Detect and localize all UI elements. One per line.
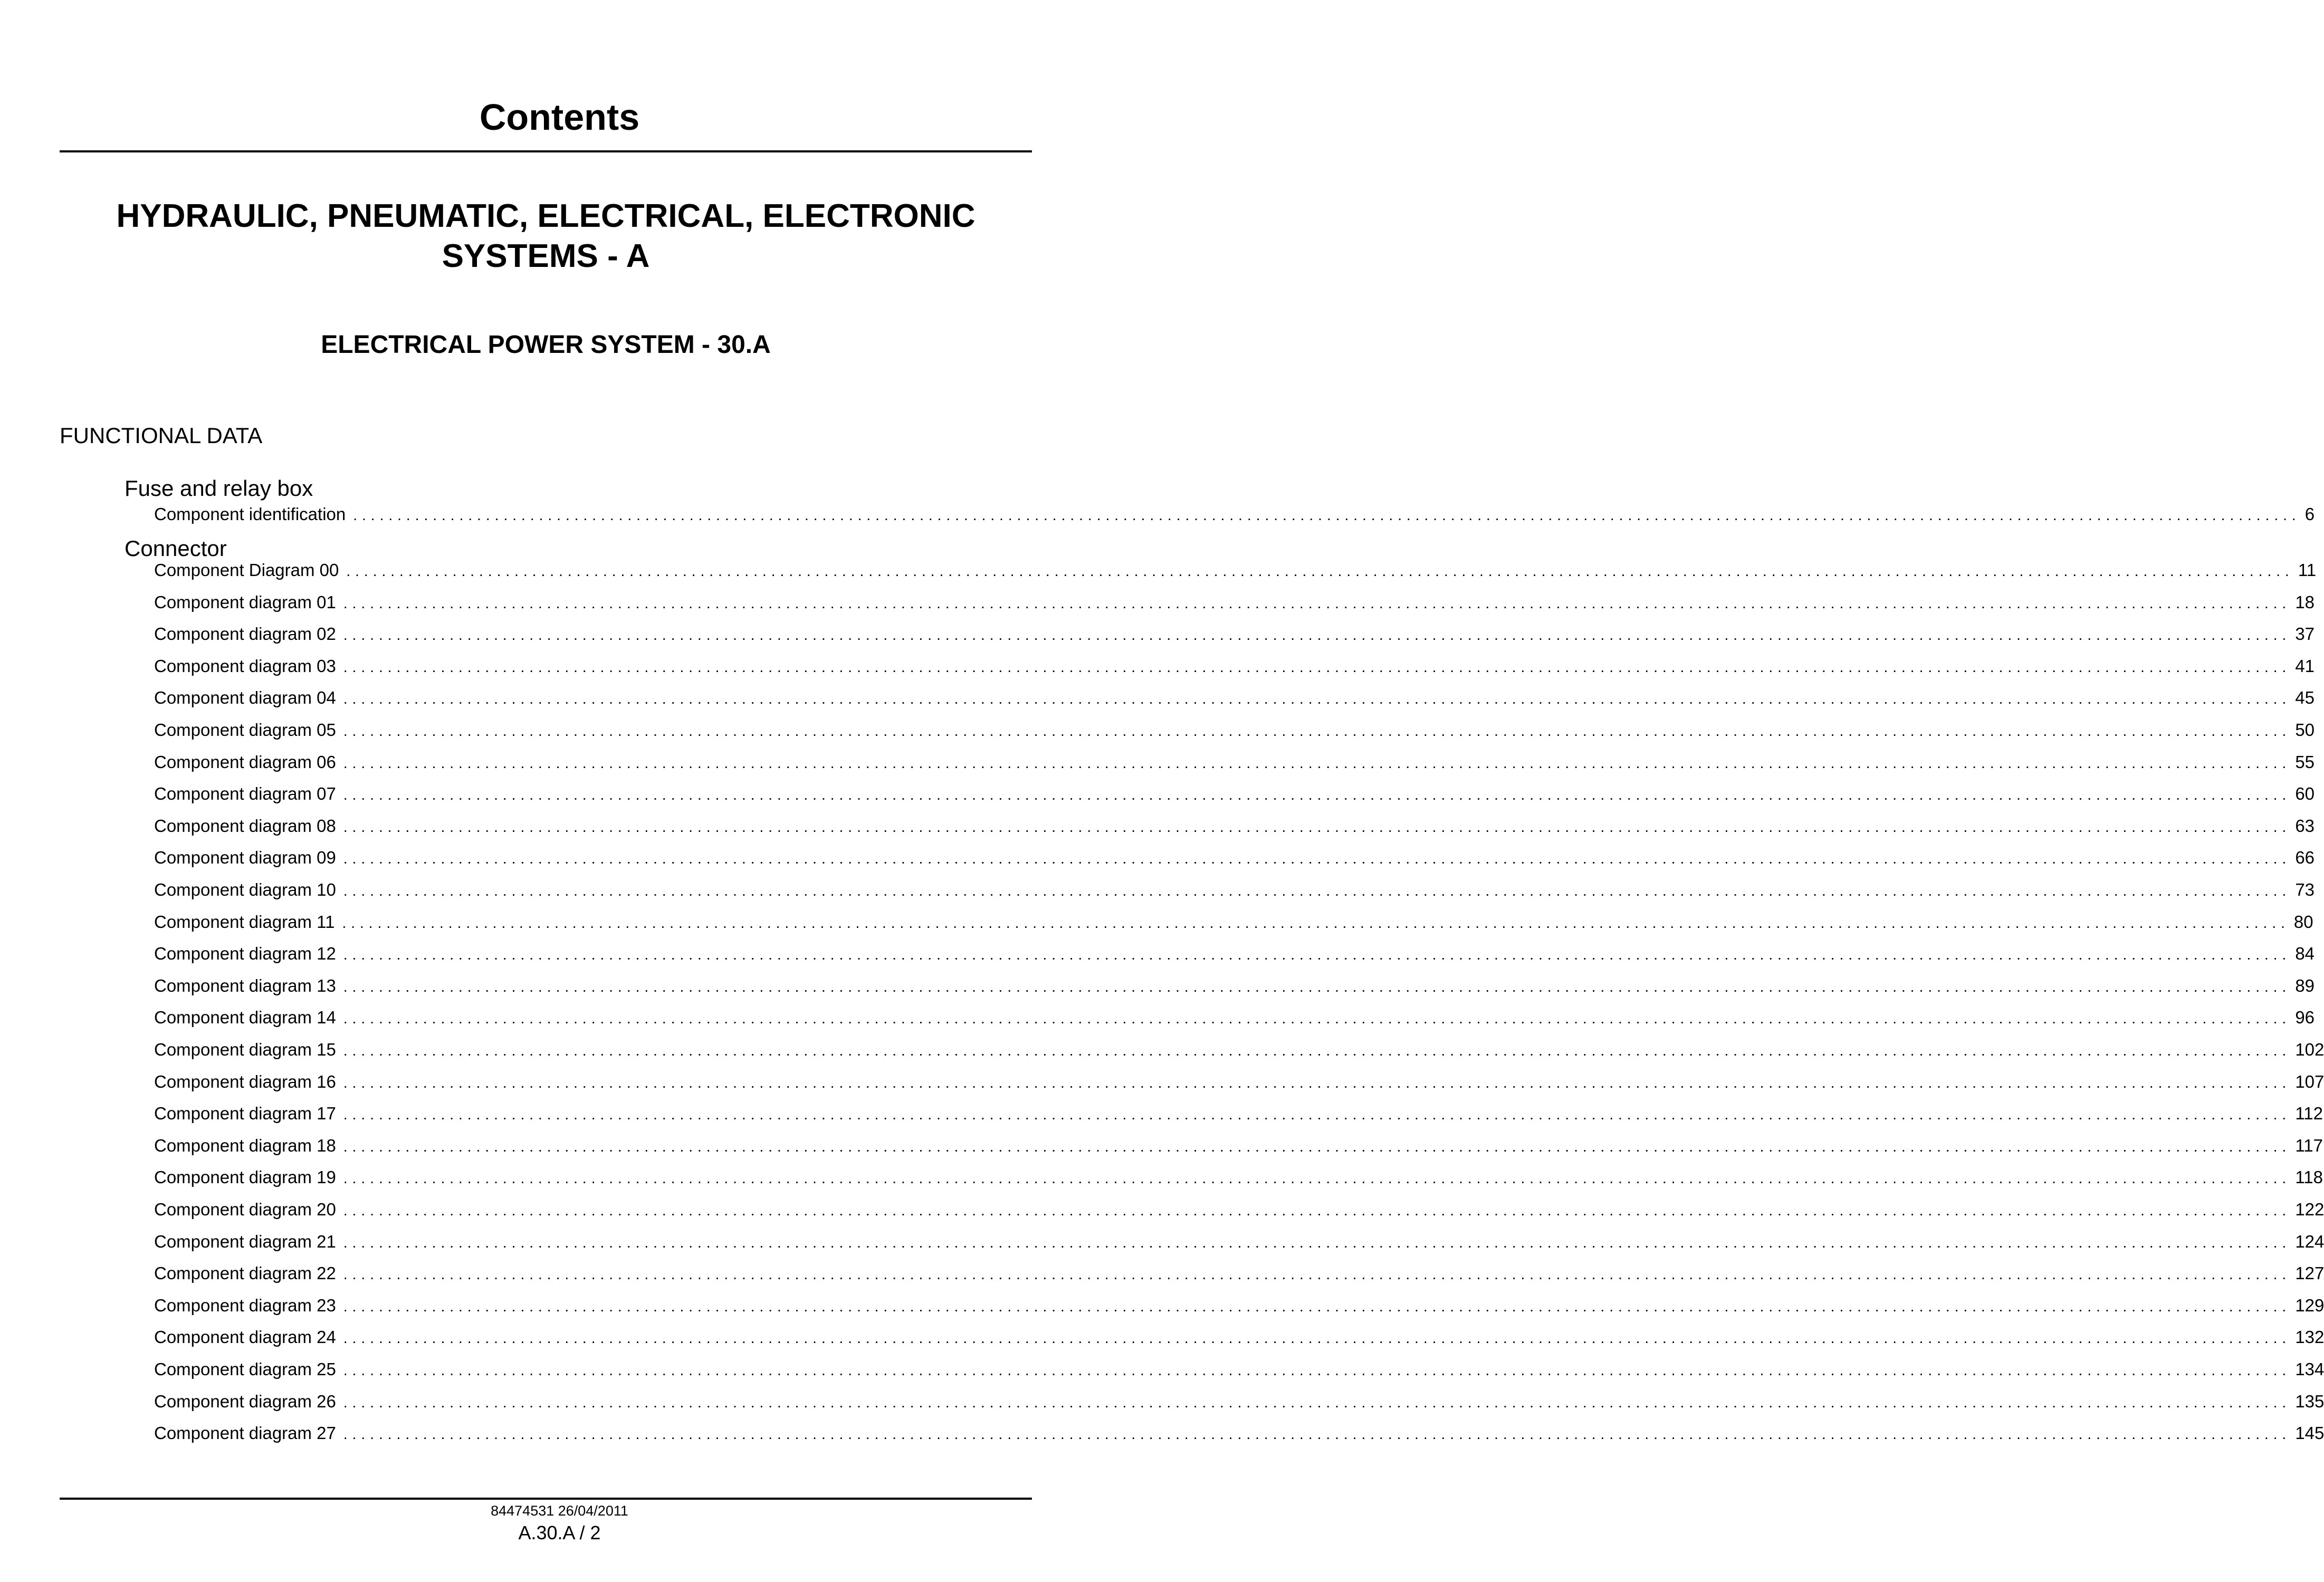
toc-entry[interactable]	[154, 717, 2315, 743]
toc-entry[interactable]	[154, 1261, 2324, 1286]
toc-entry-label: Component diagram 13	[154, 976, 336, 995]
toc-entry-label: Component diagram 03	[154, 656, 336, 676]
toc-entry[interactable]	[154, 1037, 2324, 1062]
toc-entry-page-number: 127	[2295, 1263, 2324, 1283]
dot-leader: ............................................................................................................................................................................................................................	[353, 507, 2301, 523]
toc-entry[interactable]	[154, 1101, 2323, 1126]
dot-leader: ............................................................................................................................................................................................................................	[346, 563, 2294, 579]
toc-entry-page-number: 135	[2295, 1392, 2324, 1411]
toc-entry-page-number: 6	[2304, 504, 2315, 524]
toc-entry-page-number: 96	[2295, 1008, 2315, 1027]
page-title: Contents	[479, 97, 640, 138]
toc-entry-page-number: 66	[2295, 848, 2315, 867]
toc-entry[interactable]	[154, 502, 2315, 527]
dot-leader: ............................................................................................................................................................................................................................	[343, 1138, 2291, 1155]
toc-entry-page-number: 122	[2295, 1200, 2324, 1219]
dot-leader: ............................................................................................................................................................................................................................	[343, 1426, 2291, 1442]
dot-leader: ............................................................................................................................................................................................................................	[343, 755, 2291, 771]
toc-entry[interactable]	[154, 621, 2315, 647]
section-title-line-2: SYSTEMS - A	[442, 238, 650, 274]
toc-entry-label: Component diagram 02	[154, 624, 336, 644]
toc-entry-page-number: 18	[2295, 592, 2315, 612]
dot-leader: ............................................................................................................................................................................................................................	[343, 1298, 2291, 1315]
toc-entry-page-number: 145	[2295, 1423, 2324, 1443]
dot-leader: ............................................................................................................................................................................................................................	[343, 1010, 2291, 1027]
toc-entry[interactable]	[154, 1133, 2323, 1158]
dot-leader: ............................................................................................................................................................................................................................	[343, 819, 2291, 835]
toc-entry[interactable]	[154, 590, 2315, 615]
toc-entry-page-number: 134	[2295, 1359, 2324, 1379]
toc-entry-label: Component diagram 16	[154, 1072, 336, 1091]
dot-leader: ............................................................................................................................................................................................................................	[343, 723, 2291, 739]
toc-entry-label: Component diagram 21	[154, 1232, 336, 1251]
toc-entry-label: Component diagram 07	[154, 784, 336, 803]
toc-entry-label: Component diagram 24	[154, 1327, 336, 1347]
dot-leader: ............................................................................................................................................................................................................................	[343, 1234, 2291, 1251]
dot-leader: ............................................................................................................................................................................................................................	[343, 1394, 2291, 1411]
toc-entry-label: Component diagram 11	[154, 912, 335, 932]
toc-entry-label: Component Diagram 00	[154, 560, 339, 580]
dot-leader: ............................................................................................................................................................................................................................	[343, 1362, 2291, 1378]
toc-entry[interactable]	[154, 1389, 2324, 1414]
dot-leader: ............................................................................................................................................................................................................................	[343, 659, 2291, 675]
toc-entry-label: Component diagram 10	[154, 880, 336, 899]
toc-entry-label: Component diagram 23	[154, 1296, 336, 1315]
toc-entry-page-number: 60	[2295, 784, 2315, 803]
sub-heading: Fuse and relay box	[125, 476, 313, 501]
dot-leader: ............................................................................................................................................................................................................................	[343, 883, 2291, 899]
section-title-line-1: HYDRAULIC, PNEUMATIC, ELECTRICAL, ELECTRONIC	[116, 198, 975, 234]
toc-entry-label: Component diagram 04	[154, 688, 336, 707]
toc-entry-label: Component diagram 09	[154, 848, 336, 867]
toc-entry[interactable]	[154, 558, 2317, 583]
toc-entry-label: Component diagram 15	[154, 1040, 336, 1059]
toc-entry[interactable]	[154, 1069, 2324, 1095]
toc-entry-page-number: 11	[2298, 560, 2317, 580]
dot-leader: ............................................................................................................................................................................................................................	[343, 979, 2291, 995]
toc-entry-page-number: 84	[2295, 944, 2315, 963]
toc-entry-label: Component diagram 20	[154, 1200, 336, 1219]
toc-entry[interactable]	[154, 1325, 2324, 1350]
dot-leader: ............................................................................................................................................................................................................................	[343, 946, 2291, 963]
toc-entry[interactable]	[154, 1005, 2315, 1030]
dot-leader: ............................................................................................................................................................................................................................	[343, 1330, 2291, 1346]
toc-entry[interactable]	[154, 685, 2315, 711]
toc-entry-label: Component diagram 06	[154, 752, 336, 772]
toc-entry-page-number: 112	[2295, 1104, 2323, 1123]
dot-leader: ............................................................................................................................................................................................................................	[342, 915, 2290, 931]
toc-entry-page-number: 80	[2293, 912, 2313, 932]
toc-entry[interactable]	[154, 813, 2315, 839]
toc-entry[interactable]	[154, 1421, 2324, 1446]
toc-entry[interactable]	[154, 877, 2315, 903]
dot-leader: ............................................................................................................................................................................................................................	[343, 1266, 2291, 1282]
section-title	[60, 196, 1032, 276]
toc-entry[interactable]	[154, 909, 2313, 935]
toc-entry-label: Component diagram 25	[154, 1359, 336, 1379]
footer-page-reference: A.30.A / 2	[518, 1522, 601, 1543]
dot-leader: ............................................................................................................................................................................................................................	[343, 691, 2291, 707]
toc-entry-page-number: 107	[2295, 1072, 2324, 1091]
toc-entry-page-number: 63	[2295, 816, 2315, 836]
toc-entry-label: Component diagram 27	[154, 1423, 336, 1443]
toc-entry[interactable]	[154, 781, 2315, 807]
toc-entry-label: Component diagram 12	[154, 944, 336, 963]
toc-entry-page-number: 124	[2295, 1232, 2324, 1251]
toc-entry-label: Component diagram 26	[154, 1392, 336, 1411]
toc-entry-label: Component diagram 22	[154, 1263, 336, 1283]
dot-leader: ............................................................................................................................................................................................................................	[343, 787, 2291, 803]
toc-entry-page-number: 129	[2295, 1296, 2324, 1315]
dot-leader: ............................................................................................................................................................................................................................	[343, 850, 2291, 867]
toc-entry[interactable]	[154, 750, 2315, 775]
group-heading: FUNCTIONAL DATA	[60, 423, 263, 448]
dot-leader: ............................................................................................................................................................................................................................	[343, 1106, 2291, 1123]
dot-leader: ............................................................................................................................................................................................................................	[343, 1170, 2291, 1186]
toc-entry-page-number: 89	[2295, 976, 2315, 995]
chapter-title: ELECTRICAL POWER SYSTEM - 30.A	[321, 331, 771, 359]
toc-entry-page-number: 73	[2295, 880, 2315, 899]
dot-leader: ............................................................................................................................................................................................................................	[343, 627, 2291, 643]
dot-leader: ............................................................................................................................................................................................................................	[343, 595, 2291, 611]
toc-entry[interactable]	[154, 1357, 2324, 1382]
toc-entry-label: Component diagram 01	[154, 592, 336, 612]
toc-entry-page-number: 50	[2295, 720, 2315, 740]
toc-entry-label: Component diagram 08	[154, 816, 336, 836]
toc-entry-label: Component diagram 17	[154, 1104, 336, 1123]
toc-entry-page-number: 55	[2295, 752, 2315, 772]
footer-rule	[60, 1498, 1032, 1500]
toc-entry[interactable]	[154, 1229, 2324, 1254]
sub-heading: Connector	[125, 536, 227, 561]
toc-entry-page-number: 132	[2295, 1327, 2324, 1347]
header-rule	[60, 150, 1032, 152]
toc-entry-page-number: 45	[2295, 688, 2315, 707]
toc-entry-page-number: 117	[2295, 1136, 2323, 1155]
toc-entry-label: Component diagram 18	[154, 1136, 336, 1155]
toc-entry[interactable]	[154, 654, 2315, 679]
toc-entry-label: Component diagram 14	[154, 1008, 336, 1027]
toc-entry-label: Component diagram 19	[154, 1167, 336, 1187]
toc-entry-label: Component diagram 05	[154, 720, 336, 740]
footer-document-reference: 84474531 26/04/2011	[491, 1503, 628, 1519]
toc-entry[interactable]	[154, 845, 2315, 870]
toc-entry-label: Component identification	[154, 504, 346, 524]
toc-entry-page-number: 41	[2295, 656, 2315, 676]
toc-entry[interactable]	[154, 973, 2315, 999]
dot-leader: ............................................................................................................................................................................................................................	[343, 1075, 2291, 1091]
toc-entry[interactable]	[154, 1197, 2324, 1222]
dot-leader: ............................................................................................................................................................................................................................	[343, 1202, 2291, 1219]
toc-entry[interactable]	[154, 1165, 2323, 1190]
toc-entry[interactable]	[154, 1293, 2324, 1318]
toc-entry-page-number: 37	[2295, 624, 2315, 644]
toc-entry-page-number: 102	[2295, 1040, 2324, 1059]
dot-leader: ............................................................................................................................................................................................................................	[343, 1042, 2291, 1059]
toc-entry-page-number: 118	[2295, 1167, 2323, 1187]
toc-entry[interactable]	[154, 941, 2315, 966]
